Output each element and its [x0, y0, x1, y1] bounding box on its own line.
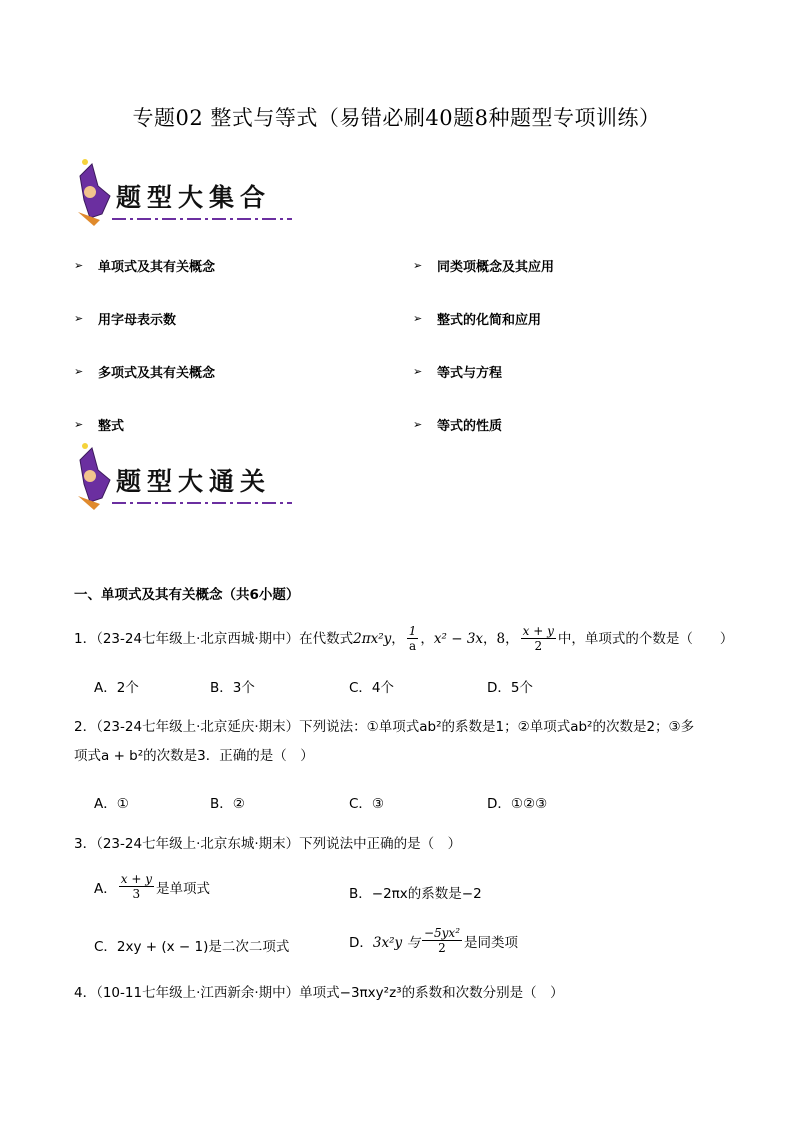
q1-expr: 8 — [496, 630, 506, 647]
toc-label: 同类项概念及其应用 — [437, 260, 555, 275]
option-c[interactable]: C．③ — [349, 796, 385, 812]
option-a[interactable]: A．2个 — [94, 680, 139, 696]
arrow-icon: ➢ — [74, 418, 84, 431]
question-1: 1．（23-24七年级上·北京西城·期中）在代数式 2πx²y ， $\frac{1}{a}$ ， x² − 3x ， 8 ， $\frac{x + y}{2}$ 中，单项式的个数是（ ） — [74, 624, 734, 653]
q1-suffix: 中，单项式的个数是（ ） — [557, 630, 734, 647]
option-b[interactable]: B．3个 — [210, 680, 255, 696]
toc-label: 单项式及其有关概念 — [98, 260, 216, 275]
option-b[interactable]: B．② — [210, 796, 245, 812]
banner-title: 题型大集合 — [116, 183, 272, 212]
section-banner-challenge — [72, 440, 302, 512]
q1-expr: x² − 3x — [433, 630, 484, 647]
toc-label: 整式的化简和应用 — [437, 313, 542, 328]
q1-prefix: 1．（23-24七年级上·北京西城·期中）在代数式 — [74, 630, 354, 647]
q1-expr: 2πx²y — [353, 630, 392, 647]
toc-item[interactable] — [413, 362, 502, 381]
banner-title: 题型大通关 — [116, 467, 272, 496]
arrow-icon: ➢ — [74, 312, 84, 325]
q3-fraction: $\frac{\text{−5yx²}}{2}$ — [423, 926, 460, 955]
q1-fraction: $\frac{x + y}{2}$ — [522, 624, 554, 653]
toc-item[interactable] — [74, 415, 124, 434]
q1-fraction: $\frac{1}{a}$ — [408, 624, 417, 653]
option-d[interactable]: D．①②③ — [487, 796, 548, 812]
question-4: 4．（10-11七年级上·江西新余·期中）单项式−3πxy²z³的系数和次数分别是（ ） — [74, 985, 564, 1001]
option-c[interactable]: C．2xy + (x − 1)是二次二项式 — [94, 939, 290, 955]
option-d[interactable]: D．5个 — [487, 680, 533, 696]
toc-label: 多项式及其有关概念 — [98, 366, 216, 381]
toc-item[interactable] — [413, 415, 502, 434]
toc-label: 等式与方程 — [437, 366, 503, 381]
option-d[interactable]: D． 3x²y 与 $\frac{\text{−5yx²}}{2}$ 是同类项 — [349, 926, 518, 955]
option-a[interactable]: A．① — [94, 796, 129, 812]
toc-label: 整式 — [98, 419, 125, 434]
toc-label: 等式的性质 — [437, 419, 503, 434]
arrow-icon: ➢ — [413, 259, 423, 272]
toc-label: 用字母表示数 — [98, 313, 177, 328]
section-heading: 一、单项式及其有关概念（共6小题） — [74, 587, 300, 603]
toc-item[interactable] — [74, 256, 215, 275]
arrow-icon: ➢ — [74, 259, 84, 272]
option-b[interactable]: B．−2πx的系数是−2 — [349, 886, 482, 902]
toc-item[interactable] — [413, 256, 554, 275]
arrow-icon: ➢ — [413, 365, 423, 378]
arrow-icon: ➢ — [413, 418, 423, 431]
page-title: 专题02 整式与等式（易错必刷40题8种题型专项训练） — [132, 106, 661, 130]
arrow-icon: ➢ — [413, 312, 423, 325]
question-2-line1: 2．（23-24七年级上·北京延庆·期末）下列说法：①单项式ab²的系数是1；②单项式ab²的次数是2；③多 — [74, 719, 695, 735]
option-c[interactable]: C．4个 — [349, 680, 395, 696]
section-banner-collection — [72, 156, 302, 228]
option-a[interactable]: A． $\frac{x + y}{3}$ 是单项式 — [94, 872, 210, 901]
toc-item[interactable] — [413, 309, 541, 328]
toc-item[interactable] — [74, 309, 176, 328]
toc-item[interactable] — [74, 362, 215, 381]
q3-fraction: $\frac{x + y}{3}$ — [120, 872, 152, 901]
arrow-icon: ➢ — [74, 365, 84, 378]
question-2-line2: 项式a + b²的次数是3．正确的是（ ） — [74, 748, 314, 764]
question-3: 3．（23-24七年级上·北京东城·期末）下列说法中正确的是（ ） — [74, 836, 462, 852]
